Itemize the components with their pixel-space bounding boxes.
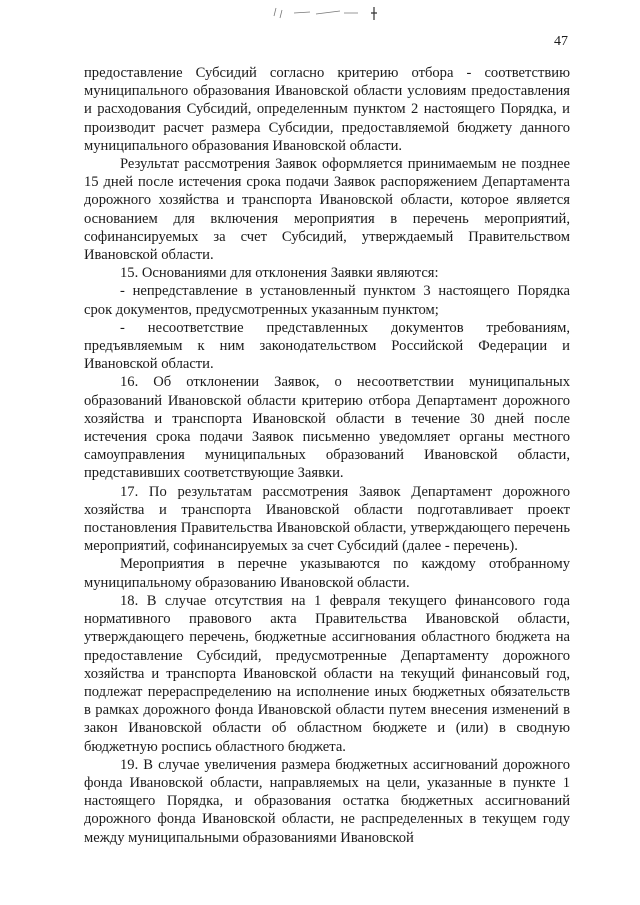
paragraph-17-measures: Мероприятия в перечне указываются по каждому отобранному муниципальному образованию Ивановской области. [84,556,570,591]
paragraph-18: 18. В случае отсутствия на 1 февраля текущего финансового года нормативного правового акта Правительства Ивановской области, утверждающего перечень, бюджетные ассигнования областного бюджета на предоставление Субсидий, предусмотренные Департаменту дорожного хозяйства и транспорта Ивановской области на текущий финансовый год, подлежат перераспределению на исполнение иных бюджетных обязательств в рамках дорожного фонда Ивановской области путем внесения изменений в закон Ивановской области об областном бюджете и (или) в сводную бюджетную роспись областного бюджета. [84,592,570,755]
paragraph-result: Результат рассмотрения Заявок оформляется принимаемым не позднее 15 дней после истечения срока подачи Заявок распоряжением Департамента дорожного хозяйства и транспорта Ивановской области, которое является основанием для включения мероприятия в перечень мероприятий, софинансируемых за счет Субсидий, утверждаемый Правительством Ивановской области. [84,156,570,264]
paragraph-16: 16. Об отклонении Заявок, о несоответствии муниципальных образований Ивановской области критерию отбора Департамент дорожного хозяйства и транспорта Ивановской области в течение 30 дней после истечения срока подачи Заявок письменно уведомляет органы местного самоуправления муниципальных образований Ивановской области, представивших соответствующие Заявки. [84,374,570,482]
list-item-15b: - несоответствие представленных документов требованиям, предъявляемым к ним законодательством Российской Федерации и Ивановской области. [84,319,570,373]
list-item-15a: - непредставление в установленный пунктом 3 настоящего Порядка срок документов, предусмотренных указанным пунктом; [84,283,570,318]
paragraph-15: 15. Основаниями для отклонения Заявки являются: [120,265,439,282]
paragraph-continuation: предоставление Субсидий согласно критерию отбора - соответствию муниципального образования Ивановской области условиям предоставления и расходования Субсидий, определенным пунктом 2 настоящего Порядка, и производит расчет размера Субсидии, предоставляемой бюджету данного муниципального образования Ивановской области. [84,65,570,154]
paragraph-19: 19. В случае увеличения размера бюджетных ассигнований дорожного фонда Ивановской области, направляемых на цели, указанные в пункте 1 настоящего Порядка, и образования остатка бюджетных ассигнований дорожного фонда Ивановской области, не распределенных в текущем году между муниципальными образованиями Ивановской [84,756,570,846]
document-body [84,64,570,847]
paragraph-17: 17. По результатам рассмотрения Заявок Департамент дорожного хозяйства и транспорта Ивановской области подготавливает проект постановления Правительства Ивановской области, утверждающего перечень мероприятий, софинансируемых за счет Субсидий (далее - перечень). [84,483,570,555]
scan-mark [270,4,390,22]
page-number: 47 [554,34,568,49]
